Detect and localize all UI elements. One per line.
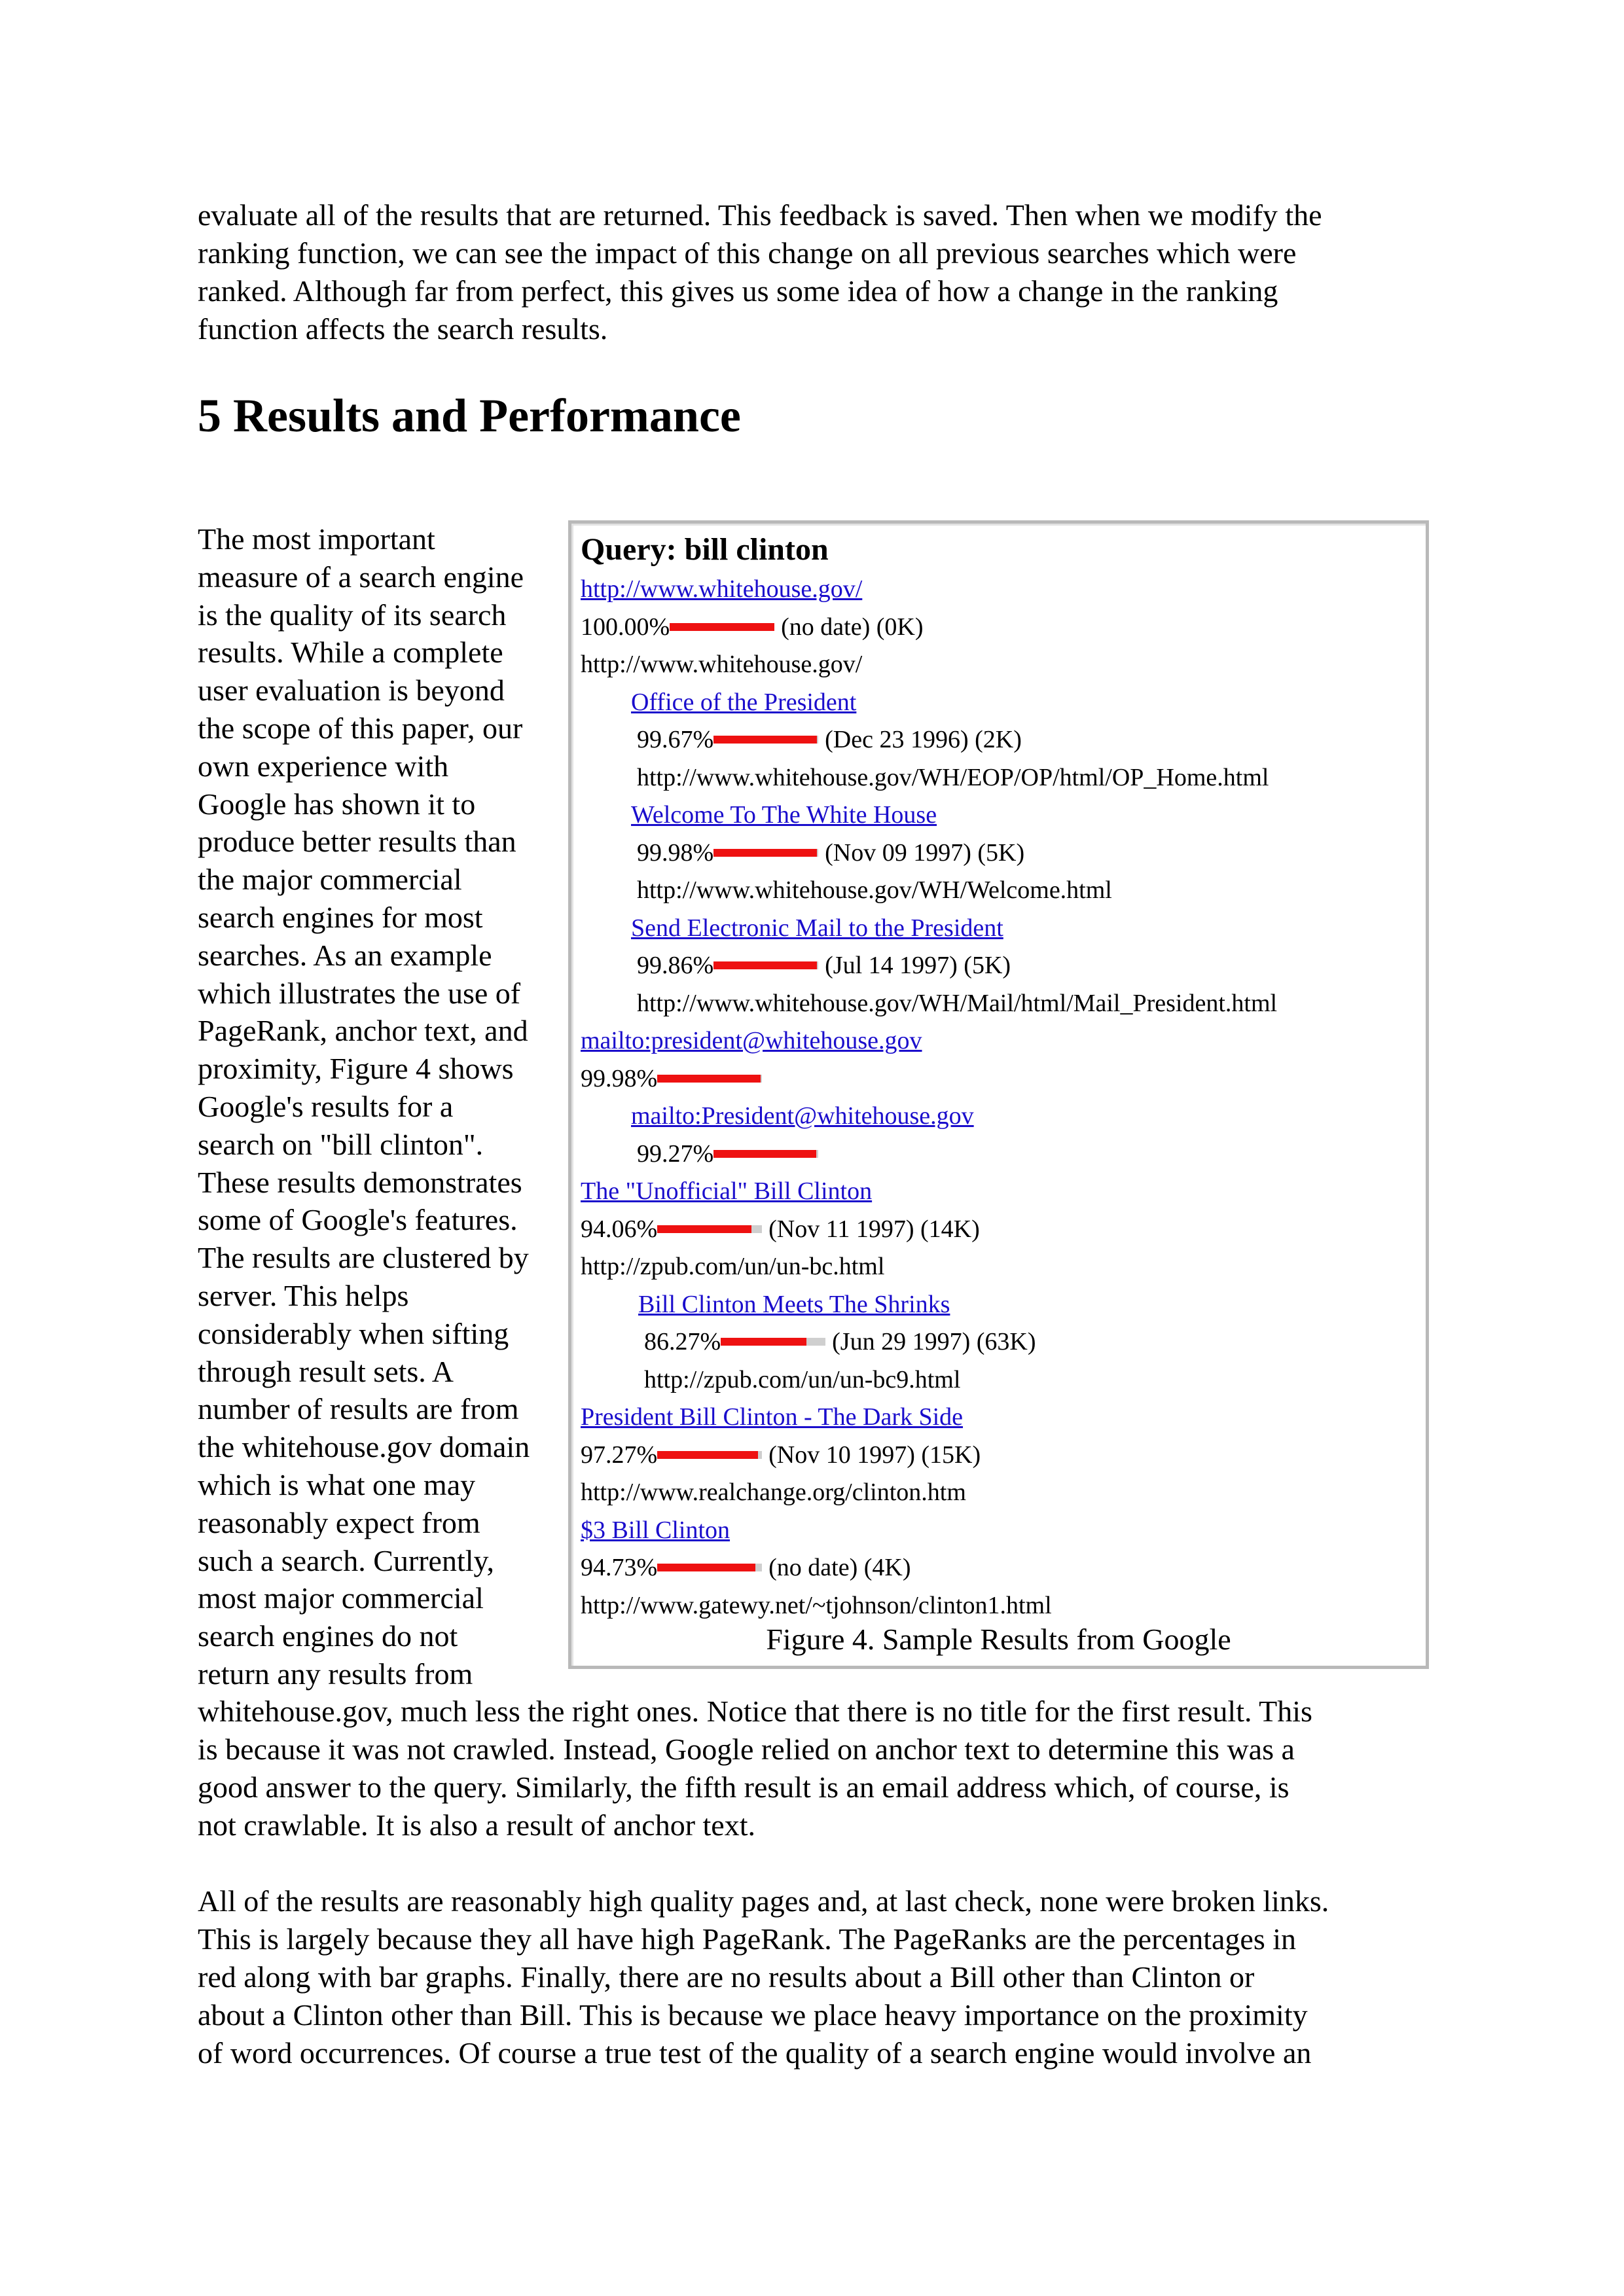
result-link[interactable]: $3 Bill Clinton: [581, 1516, 731, 1544]
pagerank-percent: 94.73%: [581, 1554, 658, 1581]
result-url: http://www.realchange.org/clinton.htm: [581, 1479, 966, 1506]
text-line: number of results are from: [198, 1392, 519, 1426]
pagerank-percent: 99.27%: [637, 1139, 714, 1168]
result-url: http://www.whitehouse.gov/WH/EOP/OP/html/OP_Home.html: [637, 763, 1269, 791]
text-line: server. This helps: [198, 1278, 409, 1312]
pagerank-percent: 86.27%: [644, 1328, 721, 1355]
pagerank-bar-fill: [713, 961, 817, 969]
result-title-row: [581, 1512, 1419, 1550]
result-title-row: [581, 1173, 1419, 1211]
result-meta: (Jul 14 1997) (5K): [825, 952, 1011, 979]
text-line: All of the results are reasonably high quality pages and, at last check, none were broken links.: [198, 1884, 1329, 1918]
text-line: some of Google's features.: [198, 1203, 518, 1237]
result-meta: (Nov 09 1997) (5K): [825, 838, 1025, 867]
pagerank-percent: 99.98%: [581, 1064, 658, 1092]
text-line: ranking function, we can see the impact of this change on all previous searches which were: [198, 236, 1297, 270]
pagerank-bar-fill: [657, 1075, 761, 1083]
result-title-row: [581, 1399, 1419, 1437]
body-paragraph: [198, 1693, 1441, 1844]
text-line: own experience with: [198, 749, 449, 783]
pagerank-bar-fill: [657, 1225, 751, 1233]
figure-4-search-results: [568, 520, 1429, 1669]
pagerank-bar: [713, 1150, 818, 1158]
text-line: return any results from: [198, 1657, 473, 1691]
result-rank-row: [581, 721, 1419, 759]
result-url: http://zpub.com/un/un-bc9.html: [644, 1365, 961, 1393]
text-line: The results are clustered by: [198, 1241, 529, 1275]
result-link[interactable]: http://www.whitehouse.gov/: [581, 575, 863, 603]
text-line: user evaluation is beyond: [198, 673, 505, 708]
pagerank-bar-fill: [713, 736, 817, 744]
pagerank-bar-fill: [657, 1564, 755, 1571]
text-line: search engines do not: [198, 1619, 458, 1653]
result-rank-row: [581, 1549, 1419, 1587]
text-line: produce better results than: [198, 825, 516, 859]
results-list: [581, 571, 1419, 1624]
text-line: such a search. Currently,: [198, 1543, 495, 1577]
text-line: red along with bar graphs. Finally, there are no results about a Bill other than Clinton or: [198, 1960, 1255, 1994]
text-line: evaluate all of the results that are returned. This feedback is saved. Then when we modify the: [198, 198, 1322, 232]
pagerank-bar: [713, 736, 818, 744]
text-line: Google's results for a: [198, 1089, 454, 1123]
text-line: PageRank, anchor text, and: [198, 1014, 528, 1048]
result-title-row: [581, 1022, 1419, 1060]
text-line: results. While a complete: [198, 636, 503, 670]
result-link[interactable]: Bill Clinton Meets The Shrinks: [638, 1290, 950, 1318]
result-link[interactable]: President Bill Clinton - The Dark Side: [581, 1403, 964, 1431]
text-line: which is what one may: [198, 1467, 476, 1501]
text-line: proximity, Figure 4 shows: [198, 1052, 514, 1086]
pagerank-bar-fill: [713, 1150, 816, 1158]
pagerank-percent: 100.00%: [581, 613, 670, 641]
text-line: the major commercial: [198, 863, 462, 897]
pagerank-bar: [713, 961, 818, 969]
result-rank-row: [581, 1323, 1419, 1361]
result-url: http://zpub.com/un/un-bc.html: [581, 1253, 885, 1280]
text-line: search on "bill clinton".: [198, 1127, 484, 1161]
result-rank-row: [581, 1060, 1419, 1098]
text-line: not crawlable. It is also a result of anchor text.: [198, 1808, 755, 1842]
text-line: whitehouse.gov, much less the right ones. Notice that there is no title for the first result. This: [198, 1695, 1312, 1728]
text-line: ranked. Although far from perfect, this gives us some idea of how a change in the ranking: [198, 274, 1278, 308]
text-line: of word occurrences. Of course a true test of the quality of a search engine would involve an: [198, 2036, 1312, 2070]
text-line: through result sets. A: [198, 1354, 454, 1388]
text-line: The most important: [198, 522, 435, 556]
text-line: function affects the search results.: [198, 312, 608, 346]
result-rank-row: [581, 1211, 1419, 1249]
intro-paragraph: [198, 196, 1441, 348]
text-line: considerably when sifting: [198, 1316, 509, 1350]
left-column-paragraph: [198, 520, 564, 1693]
text-line: searches. As an example: [198, 938, 492, 972]
text-line: which illustrates the use of: [198, 976, 521, 1010]
result-title-row: [581, 1286, 1419, 1324]
result-url: http://www.whitehouse.gov/: [581, 651, 863, 678]
pagerank-bar: [657, 1075, 762, 1083]
pagerank-bar: [721, 1338, 825, 1346]
result-title-row: [581, 684, 1419, 722]
pagerank-bar: [657, 1451, 762, 1459]
pagerank-bar: [657, 1564, 762, 1571]
result-link[interactable]: Send Electronic Mail to the President: [631, 914, 1003, 942]
figure-caption: Figure 4. Sample Results from Google: [766, 1623, 1231, 1656]
section-heading: 5 Results and Performance: [198, 389, 741, 442]
text-line: Google has shown it to: [198, 787, 476, 821]
result-title-row: [581, 910, 1419, 948]
result-url: http://www.gatewy.net/~tjohnson/clinton1.html: [581, 1591, 1052, 1619]
result-meta: (no date) (0K): [781, 613, 924, 641]
result-rank-row: [581, 947, 1419, 985]
pagerank-percent: 99.67%: [637, 726, 714, 753]
result-link[interactable]: The "Unofficial" Bill Clinton: [581, 1177, 873, 1205]
pagerank-bar-fill: [721, 1338, 806, 1346]
text-line: These results demonstrates: [198, 1165, 522, 1199]
pagerank-percent: 99.86%: [637, 952, 714, 979]
result-title-row: [581, 571, 1419, 609]
result-url: http://www.whitehouse.gov/WH/Mail/html/Mail_President.html: [637, 989, 1278, 1017]
text-line: is because it was not crawled. Instead, Google relied on anchor text to determine this was a: [198, 1732, 1295, 1766]
result-url: http://www.whitehouse.gov/WH/Welcome.html: [637, 876, 1112, 904]
result-rank-row: [581, 1136, 1419, 1174]
text-line: This is largely because they all have high PageRank. The PageRanks are the percentages in: [198, 1922, 1297, 1956]
pagerank-bar-fill: [657, 1451, 758, 1459]
text-line: the scope of this paper, our: [198, 711, 523, 745]
result-meta: (Dec 23 1996) (2K): [825, 726, 1022, 753]
text-line: good answer to the query. Similarly, the fifth result is an email address which, of course, is: [198, 1770, 1290, 1804]
text-line: reasonably expect from: [198, 1505, 480, 1539]
result-meta: (Nov 11 1997) (14K): [768, 1215, 980, 1243]
query-title: Query: bill clinton: [581, 532, 829, 567]
pagerank-bar: [713, 849, 818, 857]
result-meta: (no date) (4K): [768, 1554, 911, 1581]
result-meta: (Nov 10 1997) (15K): [768, 1441, 981, 1469]
text-line: most major commercial: [198, 1581, 484, 1615]
result-rank-row: [581, 609, 1419, 647]
text-line: search engines for most: [198, 900, 483, 934]
text-line: is the quality of its search: [198, 598, 507, 632]
pagerank-percent: 97.27%: [581, 1441, 658, 1469]
result-meta: (Jun 29 1997) (63K): [832, 1328, 1036, 1355]
result-rank-row: [581, 834, 1419, 872]
text-line: about a Clinton other than Bill. This is because we place heavy importance on the proximity: [198, 1998, 1308, 2032]
pagerank-bar-fill: [670, 623, 774, 631]
result-title-row: [581, 797, 1419, 834]
result-title-row: [581, 1098, 1419, 1136]
result-link[interactable]: mailto:President@whitehouse.gov: [631, 1102, 974, 1130]
result-rank-row: [581, 1437, 1419, 1475]
text-line: measure of a search engine: [198, 560, 524, 594]
pagerank-bar: [657, 1225, 762, 1233]
result-link[interactable]: Welcome To The White House: [631, 801, 937, 829]
result-link[interactable]: mailto:president@whitehouse.gov: [581, 1027, 922, 1054]
body-paragraph: [198, 1882, 1441, 2072]
pagerank-bar: [670, 623, 774, 631]
pagerank-percent: 99.98%: [637, 838, 714, 867]
pagerank-percent: 94.06%: [581, 1215, 658, 1243]
result-link[interactable]: Office of the President: [631, 688, 857, 716]
text-line: the whitehouse.gov domain: [198, 1430, 530, 1464]
pagerank-bar-fill: [713, 849, 817, 857]
